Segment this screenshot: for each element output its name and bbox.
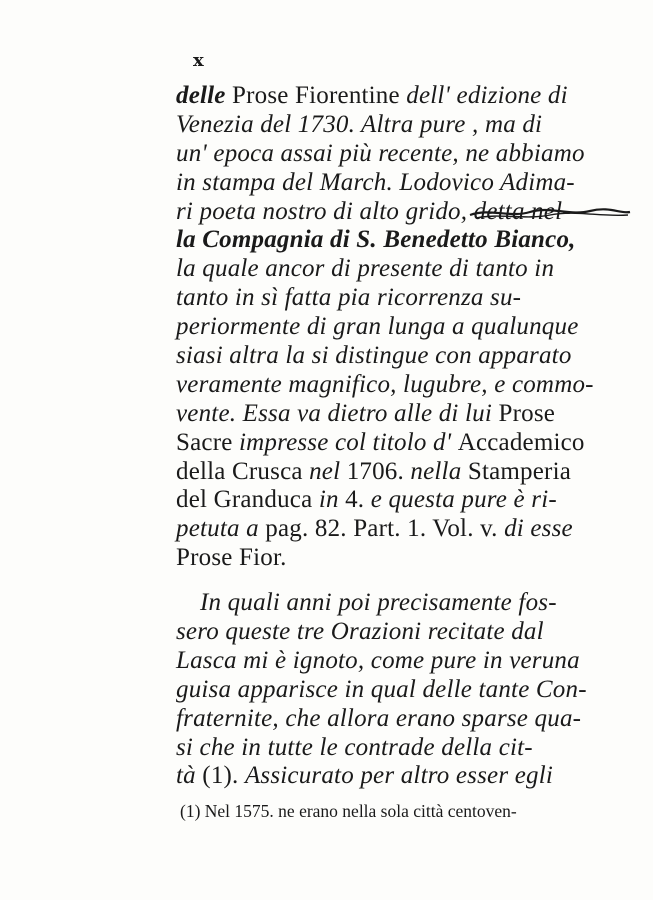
text-run: 4. <box>345 486 371 514</box>
text-run: Prose Fiorentine <box>225 82 407 109</box>
text-run: e questa pure è ri- <box>370 486 557 514</box>
text-run: Prose <box>498 399 556 427</box>
struck-text <box>474 198 571 227</box>
text-line-13 <box>176 429 591 458</box>
text-line-1 <box>176 82 591 111</box>
text-line-10: siasi altra la si distingue con apparato <box>176 342 572 370</box>
paragraph-gap <box>176 573 591 589</box>
text-run: in <box>318 486 346 514</box>
text-run: dell' edizione di <box>406 82 568 109</box>
text-line-18: In quali anni poi precisamente fos- <box>200 589 557 617</box>
text-line-23: si che in tutte le contrade della cit- <box>176 733 533 761</box>
text-run: del Granduca <box>176 486 319 514</box>
body-text <box>176 82 594 791</box>
text-line-4: in stampa del March. Lodovico Adima- <box>176 168 575 196</box>
text-line-3: un' epoca assai più recente, ne abbiamo <box>176 139 585 167</box>
text-run: vente. Essa va dietro alle di lui <box>176 399 499 427</box>
footnote-marker: (1). <box>202 762 245 790</box>
text-run: 1706. <box>346 457 411 485</box>
text-line-6: la Compagnia di S. Benedetto Bianco, <box>176 226 576 254</box>
text-run: Assicurato per altro esser egli <box>244 762 553 790</box>
text-line-21: guisa apparisce in qual delle tante Con- <box>176 675 587 703</box>
text-run: Accademico <box>457 428 585 456</box>
text-run: Sacre <box>176 428 239 456</box>
text-run: detta nel- <box>473 197 571 225</box>
page-number: x <box>193 50 204 71</box>
text-run: nel <box>309 457 347 485</box>
text-line-12 <box>176 400 591 429</box>
text-run: delle <box>176 82 226 109</box>
text-run: pag. 82. Part. 1. Vol. v. <box>265 515 505 543</box>
text-line-8: tanto in sì fatta pia ricorrenza su- <box>176 284 522 312</box>
text-line-5 <box>176 198 591 227</box>
text-line-20: Lasca mi è ignoto, come pure in veruna <box>176 646 580 674</box>
footnote: (1) Nel 1575. ne erano nella sola città centoven- <box>180 801 517 821</box>
text-line-7: la quale ancor di presente di tanto in <box>176 255 555 283</box>
text-run: della Crusca <box>176 457 310 485</box>
text-run: petuta a <box>176 515 266 543</box>
text-run: tà <box>176 762 203 790</box>
text-line-2: Venezia del 1730. Altra pure , ma di <box>176 110 543 138</box>
text-run: nella <box>410 457 468 485</box>
text-run: Stamperia <box>467 457 572 485</box>
text-line-22: fraternite, che allora erano sparse qua- <box>176 704 582 732</box>
text-run: impresse col titolo <box>238 428 433 456</box>
text-line-9: periormente di gran lunga a qualunque <box>176 313 579 341</box>
text-line-11: veramente magnifico, lugubre, e commo- <box>176 370 594 398</box>
text-line-14 <box>176 458 591 487</box>
text-line-16 <box>176 515 591 544</box>
text-line-15 <box>176 486 591 515</box>
text-line-17: Prose Fior. <box>176 544 287 572</box>
text-run: d' <box>433 428 458 456</box>
text-run: ri poeta nostro di alto grido, <box>176 197 474 225</box>
text-line-19: sero queste tre Orazioni recitate dal <box>176 618 544 646</box>
text-run: di esse <box>504 515 573 543</box>
text-line-24 <box>176 762 591 791</box>
ink-strike-mark <box>470 206 630 224</box>
